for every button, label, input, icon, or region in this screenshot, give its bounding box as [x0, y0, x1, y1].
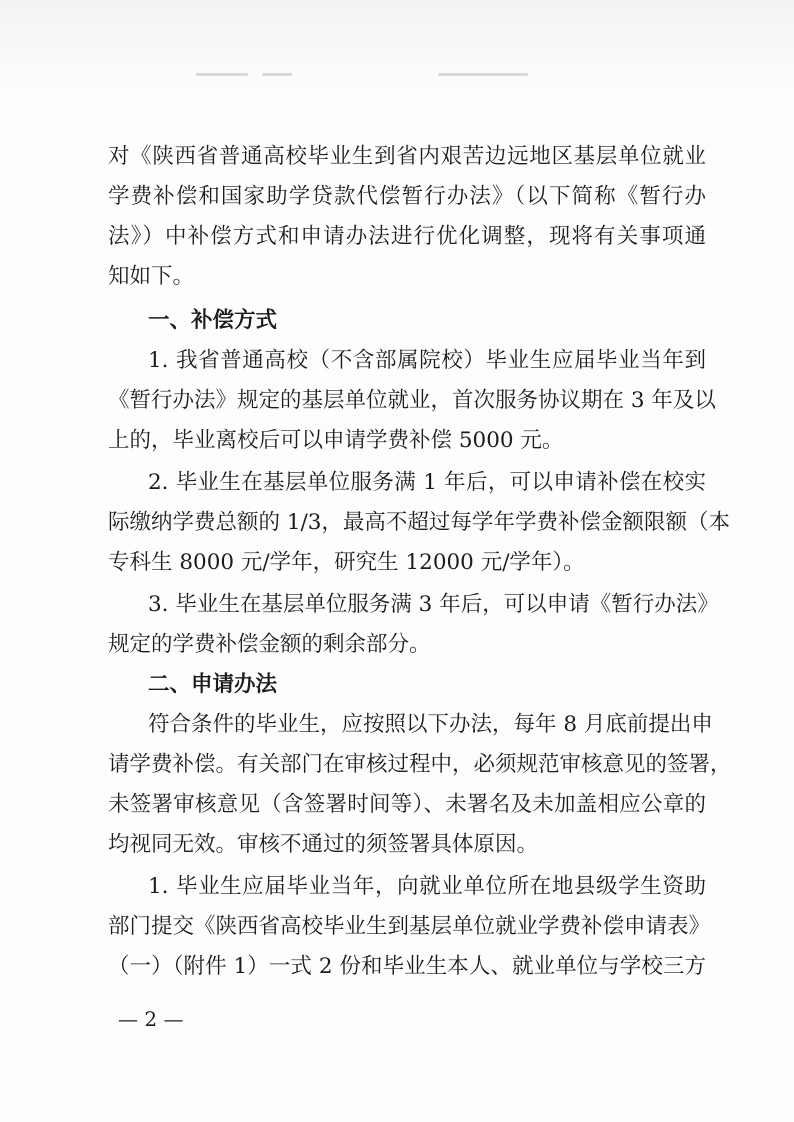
intro-line: 法》）中补偿方式和申请办法进行优化调整，现将有关事项通 [108, 224, 706, 249]
intro-line: 学费补偿和国家助学贷款代偿暂行办法》（以下简称《暂行办 [108, 184, 706, 209]
paragraph-line: 部门提交《陕西省高校毕业生到基层单位就业学费补偿申请表》 [108, 914, 711, 939]
paragraph-line: 际缴纳学费总额的 1/3，最高不超过每学年学费补偿金额限额（本 [108, 510, 730, 535]
paragraph-line: 上的，毕业离校后可以申请学费补偿 5000 元。 [108, 428, 564, 453]
paragraph-line: 均视同无效。审核不通过的须签署具体原因。 [108, 832, 539, 857]
intro-line: 知如下。 [108, 264, 195, 289]
section-heading-compensation: 一、补偿方式 [148, 308, 278, 333]
paragraph-line: 3. 毕业生在基层单位服务满 3 年后，可以申请《暂行办法》 [148, 592, 719, 617]
paragraph-line: 专科生 8000 元/学年，研究生 12000 元/学年）。 [108, 550, 585, 575]
scan-mark [438, 73, 528, 76]
paragraph-line: 2. 毕业生在基层单位服务满 1 年后，可以申请补偿在校实 [148, 470, 706, 495]
section-heading-application: 二、申请办法 [148, 672, 278, 697]
scan-shadow [0, 0, 794, 90]
scan-mark [196, 73, 248, 76]
intro-line: 对《陕西省普通高校毕业生到省内艰苦边远地区基层单位就业 [108, 144, 706, 169]
paragraph-line: 未签署审核意见（含签署时间等）、未署名及未加盖相应公章的 [108, 792, 706, 817]
page-number: — 2 — [118, 1007, 184, 1031]
paragraph-line: 《暂行办法》规定的基层单位就业，首次服务协议期在 3 年及以 [108, 388, 716, 413]
paragraph-line: 1. 我省普通高校（不含部属院校）毕业生应届毕业当年到 [148, 348, 706, 373]
paragraph-line: 规定的学费补偿金额的剩余部分。 [108, 632, 431, 657]
paragraph-line: 请学费补偿。有关部门在审核过程中，必须规范审核意见的签署， [108, 752, 732, 777]
paragraph-line: 1. 毕业生应届毕业当年，向就业单位所在地县级学生资助 [148, 874, 706, 899]
paragraph-line: （一）（附件 1）一式 2 份和毕业生本人、就业单位与学校三方 [108, 954, 706, 979]
scan-mark [262, 73, 292, 76]
paragraph-line: 符合条件的毕业生，应按照以下办法，每年 8 月底前提出申 [148, 712, 713, 737]
